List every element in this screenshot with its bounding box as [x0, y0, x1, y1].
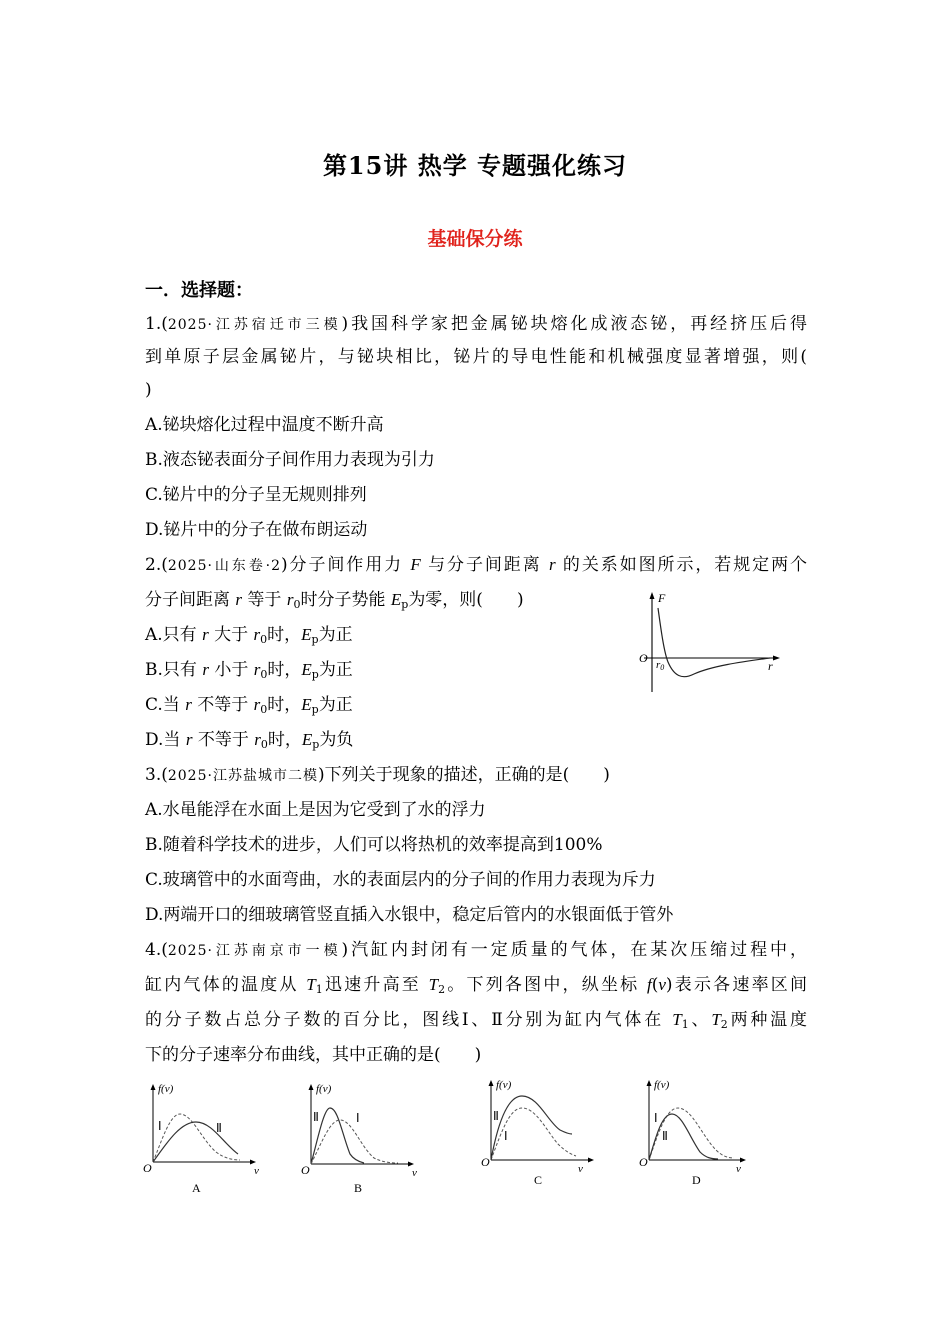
q2-var-r0: r	[254, 730, 261, 749]
graph-origin: O	[481, 1155, 490, 1169]
q2-option-c	[145, 694, 353, 716]
q2-opt-text: 不等于	[192, 730, 255, 750]
q4-var-f: f	[647, 975, 652, 994]
q4-text-a: )汽缸内封闭有一定质量的气体，在某次压缩过程中，	[341, 940, 807, 960]
q2-var-r: r	[202, 660, 209, 679]
y-axis-arrow	[151, 1084, 156, 1090]
q2-line2	[145, 589, 524, 611]
q1-line2: 到单原子层金属铋片，与铋块相比，铋片的导电性能和机械强度显著增强，则(	[145, 347, 807, 367]
q3-option-c: C.玻璃管中的水面弯曲，水的表面层内的分子间的作用力表现为斥力	[145, 870, 656, 890]
q3-line1	[145, 764, 610, 787]
q2-option-d	[145, 729, 353, 751]
graph-y-label: f(v)	[496, 1079, 512, 1091]
q2-opt-text: 为正	[318, 660, 353, 680]
q2-prefix: 2.(	[145, 555, 168, 575]
q2-sub-0: 0	[260, 633, 268, 646]
graph-y-label: f(v)	[158, 1083, 174, 1095]
q4-text-e: 表示各速率区间	[672, 975, 808, 995]
q4-text-c: 迅速升高至	[322, 975, 429, 995]
q2-option-a	[145, 624, 353, 646]
q2-var-r: r	[185, 695, 192, 714]
q2-opt-text: 为正	[318, 695, 353, 715]
q2-sub-p: p	[311, 633, 319, 646]
q2-option-b	[145, 659, 353, 681]
q2-opt-text: 为负	[319, 730, 354, 750]
q4-paren: (	[651, 975, 659, 995]
curve-i	[153, 1114, 240, 1162]
q2-opt-text: 时，	[267, 730, 302, 750]
graph-x-label: v	[254, 1165, 259, 1177]
q2-line1	[145, 554, 807, 577]
speed-graph-a	[140, 1078, 270, 1198]
force-distance-graph	[630, 590, 790, 700]
q4-sub-1: 1	[315, 983, 323, 996]
curve-i-label: Ⅰ	[504, 1129, 508, 1143]
page-title: 第15讲 热学 专题强化练习	[322, 151, 628, 180]
q2-var-e: E	[301, 625, 312, 644]
graph-x-label: v	[412, 1167, 417, 1179]
q2-var-r: r	[185, 730, 193, 749]
q2-text-g: 为零，则( )	[408, 590, 524, 610]
q2-var-r: r	[202, 625, 209, 644]
curve-i-label: Ⅰ	[654, 1111, 658, 1125]
q4-line2	[145, 974, 807, 996]
q3-option-b: B.随着科学技术的进步，人们可以将热机的效率提高到100%	[145, 835, 603, 855]
section-heading: 一．选择题：	[145, 280, 253, 301]
q2-opt-text: D.当	[145, 730, 186, 750]
graph-letter: C	[534, 1173, 543, 1187]
q2-var-r0: r	[253, 660, 261, 679]
q2-text-b: 与分子间距离	[420, 555, 549, 575]
q1-option-b: B.液态铋表面分子间作用力表现为引力	[145, 450, 435, 470]
graph-origin: O	[143, 1161, 152, 1175]
curve-ii-label: Ⅱ	[662, 1129, 668, 1143]
x-axis-arrow	[773, 656, 780, 661]
q4-source: 2025·江苏南京市一模	[167, 943, 342, 959]
q2-var-e: E	[390, 590, 402, 609]
q2-opt-text: 时，	[267, 660, 302, 680]
q2-text-d: 分子间距离	[145, 590, 236, 610]
q4-sub-2: 2	[720, 1018, 728, 1031]
q2-sub-0: 0	[260, 668, 268, 681]
q2-text-a: )分子间作用力	[280, 555, 411, 575]
x-axis-arrow	[250, 1160, 256, 1165]
q4-text-d: 。下列各图中，纵坐标	[445, 975, 647, 995]
q4-sub-1: 1	[681, 1018, 689, 1031]
q4-text-f: 的分子数占总分子数的百分比，图线Ⅰ、Ⅱ分别为缸内气体在	[145, 1010, 673, 1030]
q2-var-e: E	[301, 695, 312, 714]
q4-var-t: T	[428, 975, 439, 994]
graph-letter: B	[354, 1181, 363, 1195]
q4-line3	[145, 1009, 807, 1031]
x-axis-arrow	[408, 1162, 414, 1167]
q1-line3: )	[145, 380, 152, 400]
q2-sub-0: 0	[260, 703, 268, 716]
q2-var-r0: r	[253, 625, 261, 644]
q2-var-e: E	[301, 730, 313, 749]
q1-prefix: 1.(	[145, 314, 168, 334]
curve-i	[649, 1114, 718, 1160]
y-axis-arrow	[650, 592, 655, 599]
q2-sub-p: p	[401, 598, 409, 611]
q2-opt-text: B.只有	[145, 660, 203, 680]
q2-var-r0: r	[253, 695, 261, 714]
q2-text-f: 时分子势能	[300, 590, 391, 610]
graph-y-label: f(v)	[316, 1083, 332, 1095]
graph-letter: D	[692, 1173, 701, 1187]
graph-r0-label: r0	[656, 659, 665, 672]
graph-x-label: v	[736, 1163, 741, 1175]
q2-sub-p: p	[311, 703, 319, 716]
q2-opt-text: C.当	[145, 695, 186, 715]
speed-graph-d	[636, 1074, 766, 1194]
q2-var-e: E	[301, 660, 312, 679]
force-curve	[658, 608, 770, 677]
q4-sep: 、	[688, 1010, 712, 1030]
q1-option-d: D.铋片中的分子在做布朗运动	[145, 520, 368, 540]
q2-opt-text: A.只有	[145, 625, 203, 645]
curve-ii-label: Ⅱ	[313, 1110, 319, 1124]
q2-opt-text: 时，	[267, 625, 302, 645]
q4-var-t: T	[672, 1010, 682, 1029]
q4-sub-2: 2	[438, 983, 446, 996]
q1-source: 2025·江苏宿迁市三模	[167, 317, 342, 333]
q1-text: )我国科学家把金属铋块熔化成液态铋，再经挤压后得	[341, 314, 807, 334]
q2-source: 2025·山东卷·2	[167, 558, 281, 574]
q2-var-f: F	[410, 555, 421, 574]
q4-line4: 下的分子速率分布曲线，其中正确的是( )	[145, 1045, 482, 1065]
graph-r-label: r	[768, 659, 773, 673]
q2-sub-p: p	[311, 668, 319, 681]
q3-option-d: D.两端开口的细玻璃管竖直插入水银中，稳定后管内的水银面低于管外	[145, 905, 674, 925]
curve-i-label: Ⅰ	[158, 1119, 162, 1133]
curve-ii	[153, 1122, 238, 1162]
q2-var-r: r	[548, 555, 556, 574]
q2-sub-0: 0	[260, 738, 268, 751]
q1-line1	[145, 313, 807, 336]
q2-sub-p: p	[312, 738, 320, 751]
q2-opt-text: 为正	[318, 625, 353, 645]
speed-graph-c	[478, 1074, 608, 1194]
curve-i-label: Ⅰ	[356, 1111, 360, 1125]
q2-opt-text: 不等于	[191, 695, 254, 715]
q2-text-e: 等于	[242, 590, 287, 610]
speed-graph-b	[298, 1078, 428, 1198]
x-axis-arrow	[588, 1158, 594, 1163]
q4-line1	[145, 939, 807, 962]
graph-y-label: f(v)	[654, 1079, 670, 1091]
q2-var-r: r	[235, 590, 243, 609]
q4-var-t: T	[306, 975, 316, 994]
q2-opt-text: 时，	[267, 695, 302, 715]
graph-x-label: v	[578, 1163, 583, 1175]
q4-var-v: v	[658, 975, 666, 994]
graph-origin: O	[639, 1155, 648, 1169]
curve-ii-label: Ⅱ	[493, 1109, 499, 1123]
y-axis-arrow	[489, 1080, 494, 1086]
q4-text-b: 缸内气体的温度从	[145, 975, 307, 995]
curve-ii	[491, 1096, 572, 1160]
graph-origin: O	[639, 651, 648, 665]
q3-text: )下列关于现象的描述，正确的是( )	[317, 765, 610, 785]
graph-letter: A	[192, 1181, 201, 1195]
q2-opt-text: 小于	[208, 660, 254, 680]
q1-option-a: A.铋块熔化过程中温度不断升高	[145, 415, 384, 435]
q4-var-t: T	[711, 1010, 721, 1029]
q3-option-a: A.水黾能浮在水面上是因为它受到了水的浮力	[145, 800, 486, 820]
q2-var-r0: r	[286, 590, 294, 609]
y-axis-arrow	[309, 1084, 314, 1090]
q4-text-g: 两种温度	[727, 1010, 808, 1030]
x-axis-arrow	[740, 1158, 746, 1163]
q2-text-c: 的关系如图所示，若规定两个	[555, 555, 807, 575]
q3-source: 2025·江苏盐城市二模	[167, 768, 318, 784]
graph-origin: O	[301, 1163, 310, 1177]
q2-opt-text: 大于	[208, 625, 254, 645]
graph-f-label: F	[658, 591, 666, 605]
section-subtitle: 基础保分练	[427, 228, 523, 250]
curve-ii-label: Ⅱ	[216, 1121, 222, 1135]
y-axis-arrow	[647, 1080, 652, 1086]
q4-paren: )	[665, 975, 673, 995]
q4-prefix: 4.(	[145, 940, 168, 960]
q1-option-c: C.铋片中的分子呈无规则排列	[145, 485, 367, 505]
q3-prefix: 3.(	[145, 765, 168, 785]
q2-sub-0: 0	[293, 598, 301, 611]
curve-i	[311, 1120, 398, 1164]
